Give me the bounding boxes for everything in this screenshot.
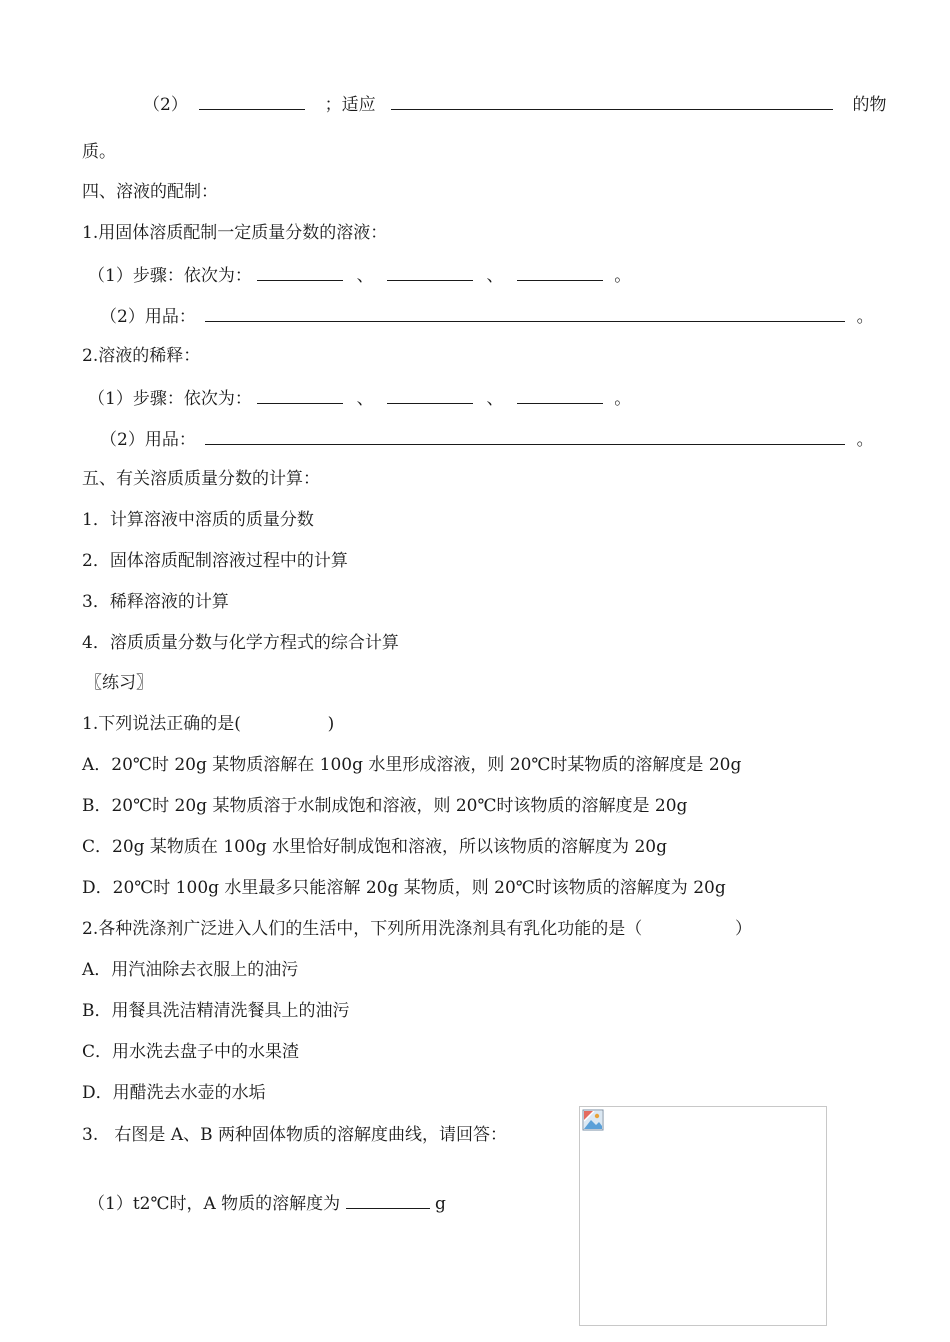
steps-label: （1）步骤：依次为：: [88, 389, 252, 409]
question-2-option: D．用醋洗去水壶的水垢: [82, 1083, 266, 1103]
section5-item: 3．稀释溶液的计算: [82, 592, 229, 612]
supplies-label: （2）用品：: [100, 307, 196, 327]
section4-sub1-title: 1.用固体溶质配制一定质量分数的溶液：: [82, 223, 388, 243]
question-2-option: C．用水洗去盘子中的水果渣: [82, 1042, 300, 1062]
question-text: 1.下列说法正确的是(: [82, 714, 241, 734]
answer-blank[interactable]: [517, 263, 603, 281]
section4-sub2-title: 2.溶液的稀释：: [82, 346, 201, 366]
broken-image-icon: [582, 1109, 604, 1131]
unit-label: g: [434, 1194, 446, 1214]
solubility-curve-figure: [579, 1106, 827, 1326]
section4-heading: 四、溶液的配制：: [82, 182, 218, 202]
period: 。: [614, 266, 632, 286]
section4-sub1-steps: [88, 263, 631, 287]
period: 。: [856, 307, 874, 327]
answer-blank[interactable]: [391, 92, 833, 110]
question-1-stem: [82, 713, 334, 735]
section4-sub2-steps: [88, 386, 631, 410]
section4-sub1-supplies: [100, 304, 874, 328]
question-text: 2.各种洗涤剂广泛进入人们的生活中，下列所用洗涤剂具有乳化功能的是（: [82, 919, 643, 939]
answer-blank[interactable]: [387, 263, 473, 281]
section4-sub2-supplies: [100, 427, 874, 451]
question-3-stem: 3. 右图是 A、B 两种固体物质的溶解度曲线，请回答：: [82, 1125, 508, 1145]
item-number: （2）: [143, 95, 188, 115]
sub-question-text: （1）t2℃时，A 物质的溶解度为: [88, 1194, 341, 1214]
question-1-option: D．20℃时 100g 水里最多只能溶解 20g 某物质，则 20℃时该物质的溶解度为 20g: [82, 878, 726, 898]
question-bracket: ): [327, 714, 335, 734]
separator: 、: [356, 266, 374, 286]
section5-item: 2．固体溶质配制溶液过程中的计算: [82, 551, 348, 571]
answer-blank[interactable]: [257, 263, 343, 281]
answer-blank[interactable]: [346, 1191, 430, 1209]
answer-blank[interactable]: [205, 304, 845, 322]
answer-blank[interactable]: [257, 386, 343, 404]
question-2-option: A．用汽油除去衣服上的油污: [82, 960, 299, 980]
question-3-sub1: [88, 1191, 446, 1215]
section5-heading: 五、有关溶质质量分数的计算：: [82, 469, 320, 489]
question-2-option: B．用餐具洗洁精清洗餐具上的油污: [82, 1001, 350, 1021]
question-1-option: B．20℃时 20g 某物质溶于水制成饱和溶液，则 20℃时该物质的溶解度是 20g: [82, 796, 688, 816]
text-segment: ；适应: [324, 95, 376, 115]
period: 。: [856, 430, 874, 450]
question-bracket: ）: [735, 919, 753, 939]
period: 。: [614, 389, 632, 409]
answer-blank[interactable]: [199, 92, 305, 110]
practice-heading: 〖练习〗: [85, 673, 153, 693]
section3-item2-line: [143, 92, 886, 116]
separator: 、: [486, 266, 504, 286]
section5-item: 4．溶质质量分数与化学方程式的综合计算: [82, 633, 399, 653]
answer-blank[interactable]: [387, 386, 473, 404]
question-2-stem: [82, 918, 752, 940]
section5-item: 1．计算溶液中溶质的质量分数: [82, 510, 314, 530]
text-segment: 的物: [852, 95, 887, 115]
separator: 、: [356, 389, 374, 409]
separator: 、: [486, 389, 504, 409]
question-1-option: A．20℃时 20g 某物质溶解在 100g 水里形成溶液，则 20℃时某物质的溶解度是 20g: [82, 755, 742, 775]
answer-blank[interactable]: [517, 386, 603, 404]
supplies-label: （2）用品：: [100, 430, 196, 450]
section3-item2-continuation: 质。: [82, 142, 116, 162]
question-1-option: C．20g 某物质在 100g 水里恰好制成饱和溶液，所以该物质的溶解度为 20g: [82, 837, 667, 857]
answer-blank[interactable]: [205, 427, 845, 445]
steps-label: （1）步骤：依次为：: [88, 266, 252, 286]
